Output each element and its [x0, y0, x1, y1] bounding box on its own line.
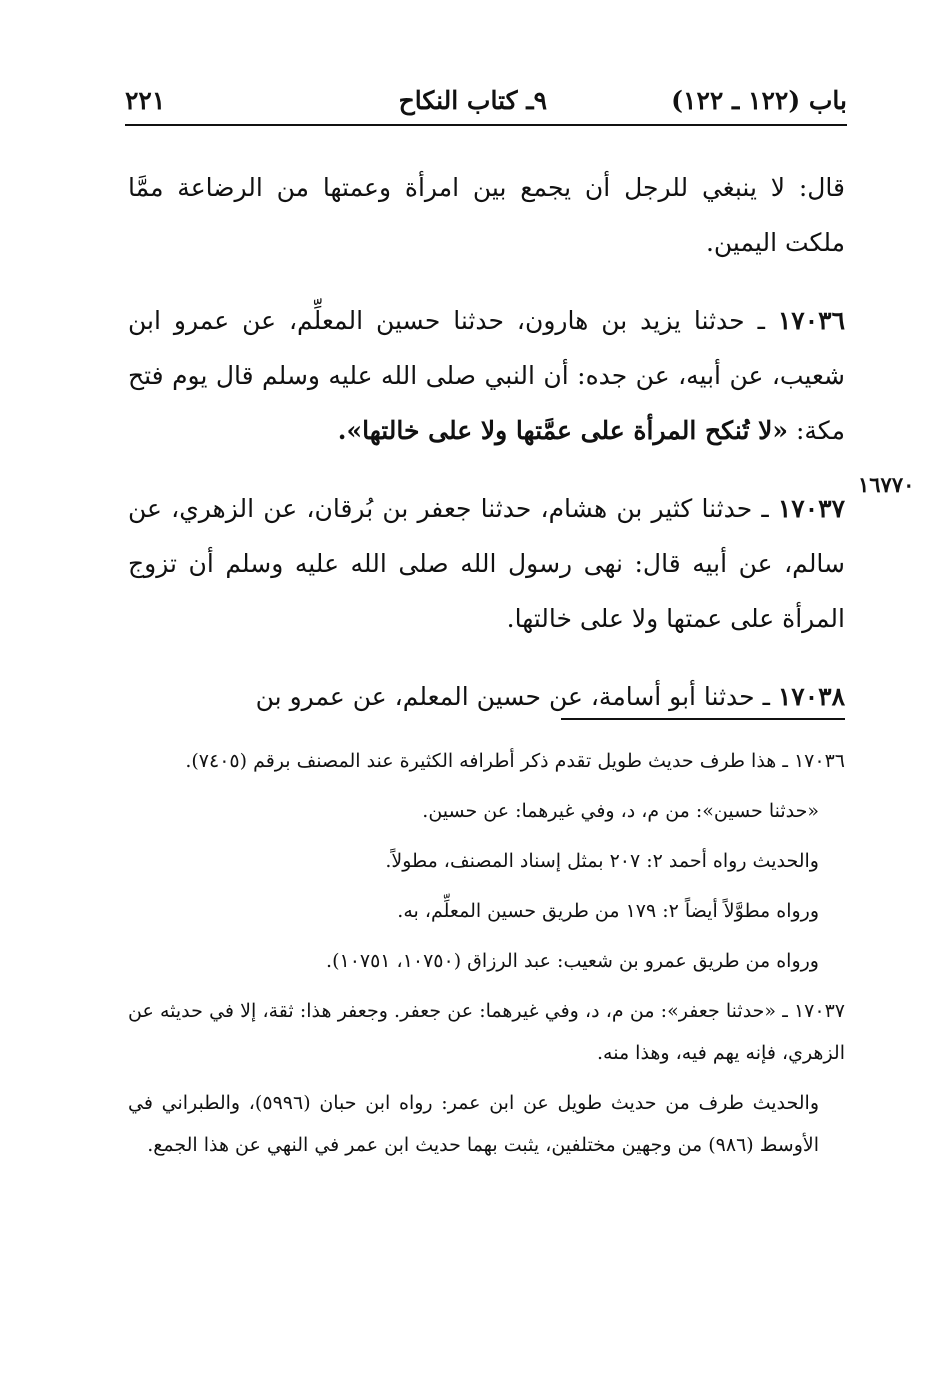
main-text	[128, 160, 845, 724]
hadith-text: ـ حدثنا يزيد بن هارون، حدثنا حسين المعلِّم، عن عمرو ابن شعيب، عن أبيه، عن جده: أن النبي صلى الله عليه وسلم قال يوم فتح مكة:	[128, 306, 845, 445]
footnote-line: والحديث طرف من حديث طويل عن ابن عمر: رواه ابن حبان (٥٩٩٦)، والطبراني في الأوسط (٩٨٦) من وجهين مختلفين، يثبت بهما حديث ابن عمر في النهي عن هذا الجمع.	[128, 1092, 819, 1156]
footnote-line: والحديث رواه أحمد ٢: ٢٠٧ بمثل إسناد المصنف، مطولاً.	[385, 850, 819, 872]
paragraph-continuation: قال: لا ينبغي للرجل أن يجمع بين امرأة وعمتها من الرضاعة ممَّا ملكت اليمين.	[128, 173, 845, 257]
footnote-17037: ١٧٠٣٧ ـ «حدثنا جعفر»: من م، د، وفي غيرهما: عن جعفر. وجعفر هذا: ثقة، إلا في حديثه عن الزهري، فإنه يهم فيه، وهذا منه.	[128, 1000, 845, 1064]
hadith-quote: «لا تُنكح المرأة على عمَّتها ولا على خالتها».	[337, 416, 789, 445]
hadith-17038	[128, 669, 845, 724]
footnote-line: ورواه مطوَّلاً أيضاً ٢: ١٧٩ من طريق حسين المعلِّم، به.	[397, 900, 819, 922]
footnote-separator	[561, 718, 845, 720]
hadith-number: ١٧٠٣٨	[777, 682, 845, 711]
margin-reference-number: ١٦٧٧٠	[858, 472, 915, 497]
page-number: ٢٢١	[125, 86, 166, 115]
hadith-number: ١٧٠٣٧	[777, 494, 845, 523]
hadith-17037	[128, 481, 845, 646]
footnote-line: ورواه من طريق عمرو بن شعيب: عبد الرزاق (١٠٧٥٠، ١٠٧٥١).	[326, 950, 819, 972]
footnote-17036: ١٧٠٣٦ ـ هذا طرف حديث طويل تقدم ذكر أطرافه الكثيرة عند المصنف برقم (٧٤٠٥).	[185, 750, 845, 772]
book-title: ٩ـ كتاب النكاح	[398, 86, 547, 115]
hadith-number: ١٧٠٣٦	[777, 306, 845, 335]
footnote-line: «حدثنا حسين»: من م، د، وفي غيرهما: عن حسين.	[422, 800, 819, 822]
chapter-range: باب (١٢٢ ـ ١٢٢)	[671, 86, 847, 115]
hadith-17036	[128, 293, 845, 458]
hadith-text: ـ حدثنا كثير بن هشام، حدثنا جعفر بن بُرقان، عن الزهري، عن سالم، عن أبيه قال: نهى رسول الله صلى الله عليه وسلم أن تزوج المرأة على عمتها ولا على خالتها.	[128, 494, 845, 633]
footnotes	[128, 740, 845, 1166]
page-header	[125, 82, 847, 126]
hadith-text: ـ حدثنا أبو أسامة، عن حسين المعلم، عن عمرو بن	[255, 682, 778, 711]
